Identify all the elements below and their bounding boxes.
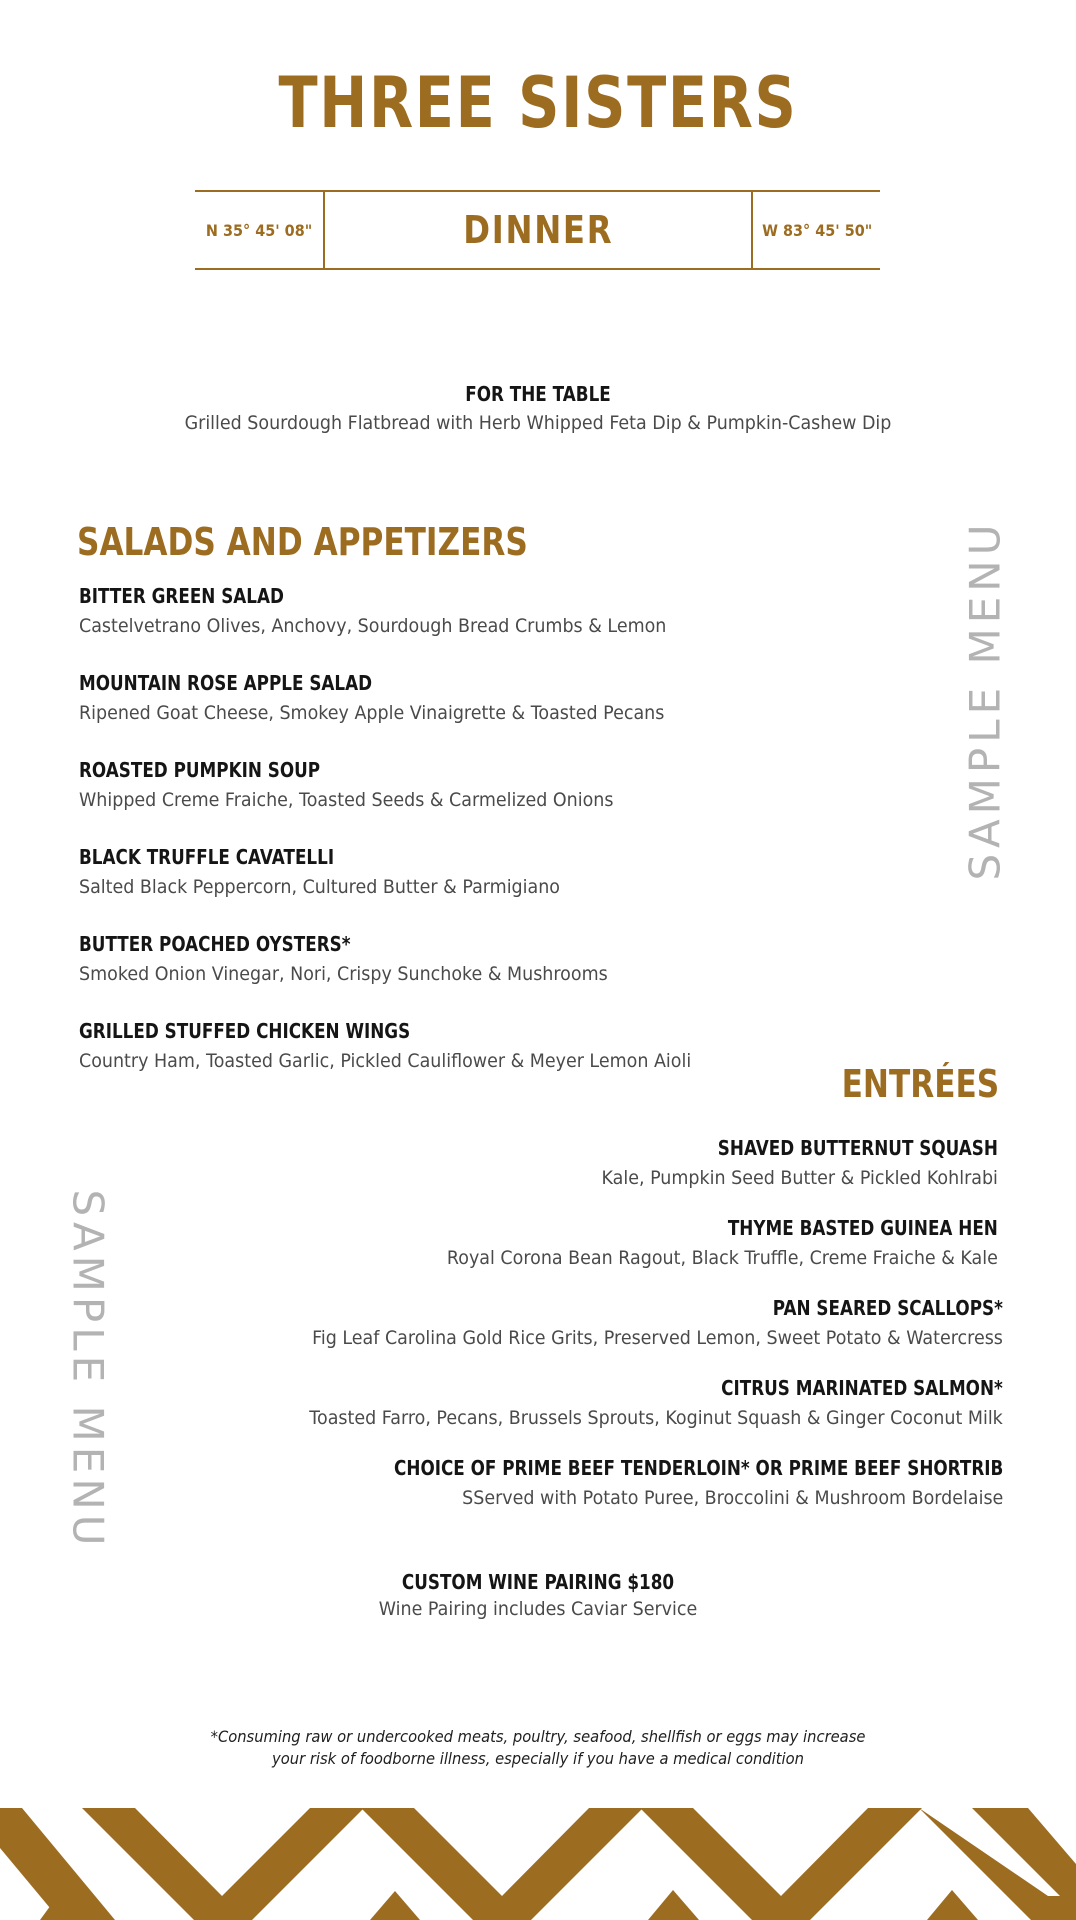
dish-name: PAN SEARED SCALLOPS* bbox=[772, 1296, 1003, 1320]
salads-section-title bbox=[77, 520, 627, 564]
salad-item bbox=[79, 1019, 744, 1072]
meal-cell bbox=[325, 192, 751, 268]
entree-item bbox=[252, 1296, 1003, 1349]
for-table-name: FOR THE TABLE bbox=[465, 382, 611, 406]
dish-desc: Fig Leaf Carolina Gold Rice Grits, Preserved Lemon, Sweet Potato & Watercress bbox=[312, 1327, 1003, 1349]
dish-name: GRILLED STUFFED CHICKEN WINGS bbox=[79, 1019, 411, 1043]
salad-item bbox=[79, 932, 654, 985]
entrees-section-title bbox=[807, 1062, 999, 1106]
dish-name: MOUNTAIN ROSE APPLE SALAD bbox=[79, 671, 373, 695]
wine-pairing-name: CUSTOM WINE PAIRING $180 bbox=[401, 1570, 675, 1594]
dish-name: BLACK TRUFFLE CAVATELLI bbox=[79, 845, 335, 869]
dish-desc: SServed with Potato Puree, Broccolini & Mushroom Bordelaise bbox=[461, 1487, 1003, 1509]
dish-desc: Toasted Farro, Pecans, Brussels Sprouts, Koginut Squash & Ginger Coconut Milk bbox=[309, 1407, 1003, 1429]
dish-name: CHOICE OF PRIME BEEF TENDERLOIN* OR PRIME BEEF SHORTRIB bbox=[393, 1456, 1003, 1480]
sample-menu-watermark: SAMPLE MENU bbox=[63, 1189, 113, 1551]
dish-desc: Country Ham, Toasted Garlic, Pickled Cauliflower & Meyer Lemon Aioli bbox=[79, 1050, 692, 1072]
chevron-stripes bbox=[0, 1808, 1076, 1920]
wine-pairing-desc: Wine Pairing includes Caviar Service bbox=[378, 1598, 698, 1620]
salads-title: SALADS AND APPETIZERS bbox=[77, 520, 528, 564]
entree-item bbox=[567, 1136, 998, 1189]
dish-desc: Whipped Creme Fraiche, Toasted Seeds & Carmelized Onions bbox=[79, 789, 614, 811]
entree-item bbox=[278, 1456, 1003, 1509]
food-safety-disclaimer bbox=[0, 1726, 1076, 1770]
meal-banner bbox=[195, 190, 880, 270]
dish-desc: Salted Black Peppercorn, Cultured Butter & Parmigiano bbox=[79, 876, 560, 898]
dish-desc: Castelvetrano Olives, Anchovy, Sourdough Bread Crumbs & Lemon bbox=[79, 615, 667, 637]
salad-item bbox=[79, 671, 715, 724]
coord-left-cell bbox=[195, 192, 325, 268]
dish-name: CITRUS MARINATED SALMON* bbox=[721, 1376, 1003, 1400]
dish-desc: Royal Corona Bean Ragout, Black Truffle, Creme Fraiche & Kale bbox=[447, 1247, 998, 1269]
dish-name: SHAVED BUTTERNUT SQUASH bbox=[717, 1136, 998, 1160]
entree-item bbox=[399, 1216, 998, 1269]
sample-menu-watermark: SAMPLE MENU bbox=[960, 519, 1010, 881]
dish-name: BUTTER POACHED OYSTERS* bbox=[79, 932, 351, 956]
dish-desc: Kale, Pumpkin Seed Butter & Pickled Kohlrabi bbox=[601, 1167, 998, 1189]
entree-item bbox=[249, 1376, 1003, 1429]
disclaimer-line: your risk of foodborne illness, especially if you have a medical condition bbox=[272, 1749, 804, 1768]
wine-pairing-block bbox=[0, 1570, 1076, 1620]
salad-item bbox=[79, 584, 717, 637]
coord-left: N 35° 45' 08" bbox=[205, 220, 313, 240]
entrees-title: ENTRÉES bbox=[841, 1062, 999, 1106]
restaurant-title: THREE SISTERS bbox=[278, 62, 798, 144]
dish-desc: Smoked Onion Vinegar, Nori, Crispy Sunchoke & Mushrooms bbox=[79, 963, 608, 985]
salad-item bbox=[79, 845, 602, 898]
dish-desc: Ripened Goat Cheese, Smokey Apple Vinaigrette & Toasted Pecans bbox=[79, 702, 665, 724]
coord-right: W 83° 45' 50" bbox=[762, 220, 873, 240]
for-table-block bbox=[0, 382, 1076, 434]
salad-item bbox=[79, 758, 660, 811]
disclaimer-line: *Consuming raw or undercooked meats, poultry, seafood, shellfish or eggs may increase bbox=[210, 1727, 866, 1746]
coord-right-cell bbox=[751, 192, 882, 268]
meal-label: DINNER bbox=[462, 208, 614, 252]
chevron-border-pattern bbox=[0, 1808, 1076, 1920]
for-table-desc: Grilled Sourdough Flatbread with Herb Whipped Feta Dip & Pumpkin-Cashew Dip bbox=[184, 412, 892, 434]
dish-name: BITTER GREEN SALAD bbox=[79, 584, 284, 608]
dish-name: THYME BASTED GUINEA HEN bbox=[727, 1216, 998, 1240]
dish-name: ROASTED PUMPKIN SOUP bbox=[79, 758, 321, 782]
